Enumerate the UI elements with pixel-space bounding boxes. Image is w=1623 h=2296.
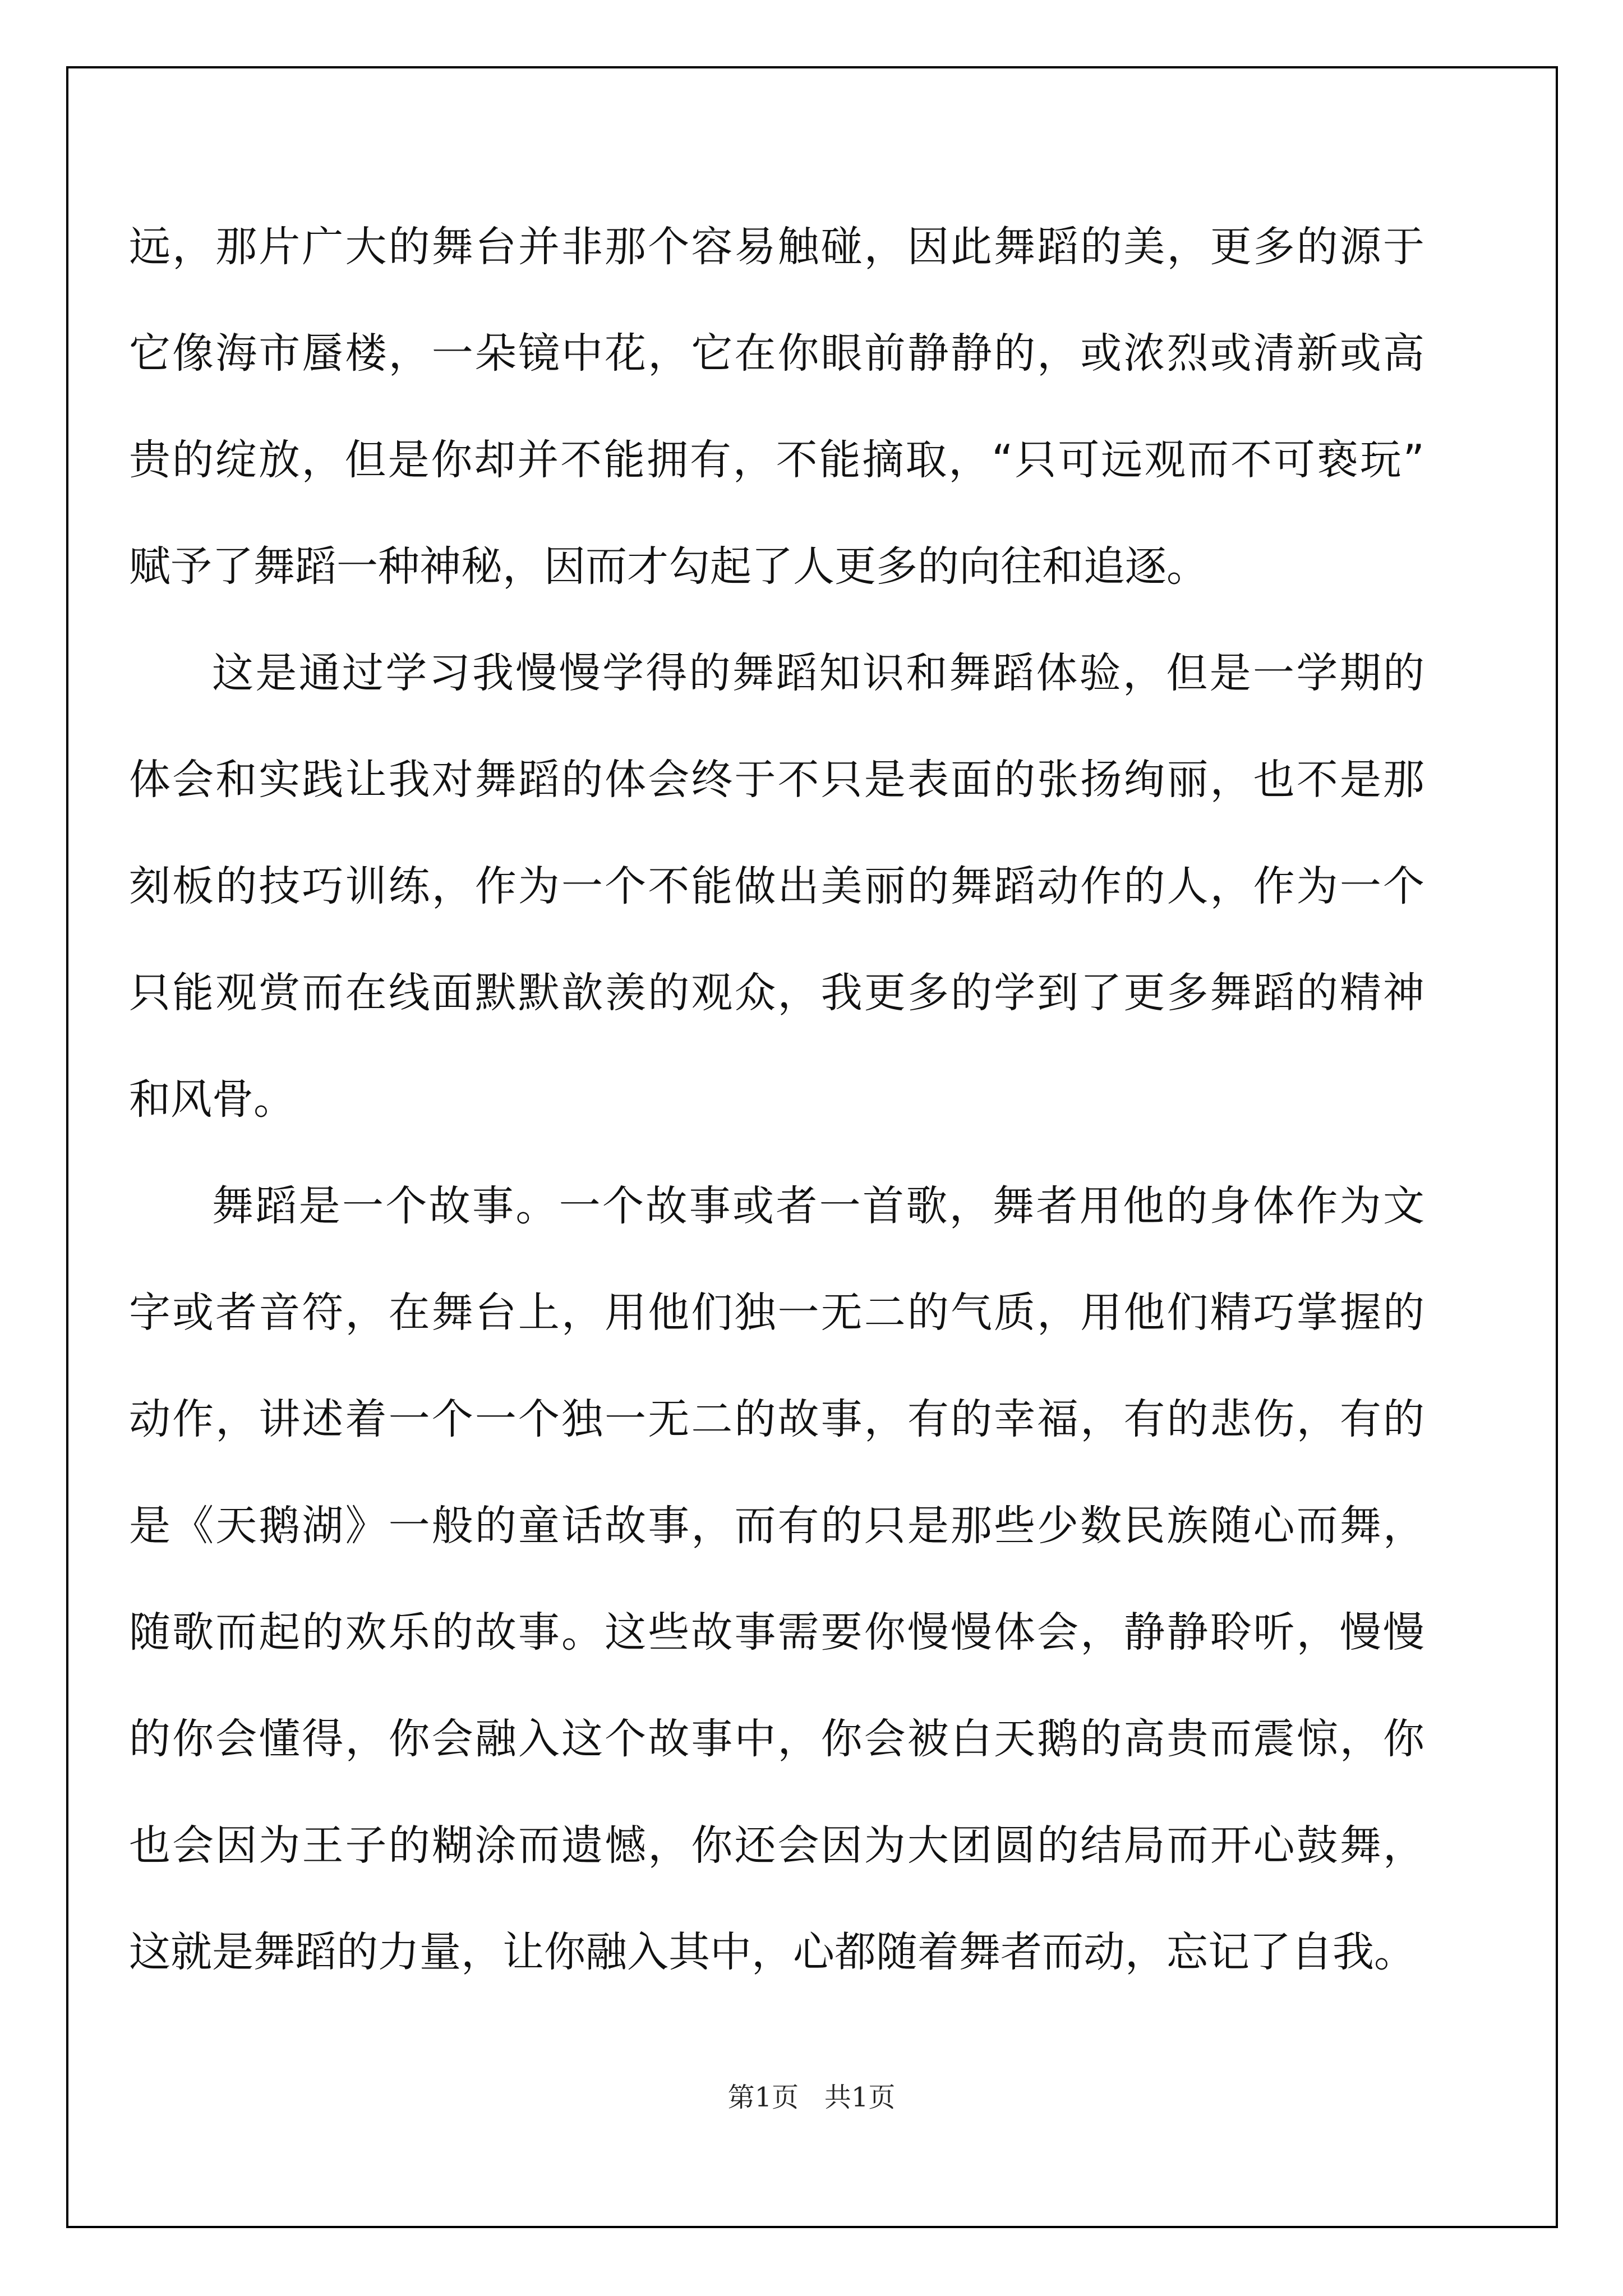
- paragraph-2-line-4: 只能观赏而在线面默默歆羡的观众，我更多的学到了更多舞蹈的精神: [129, 969, 1424, 1017]
- paragraph-1-line-4: 赋予了舞蹈一种神秘，因而才勾起了人更多的向往和追逐。: [129, 542, 1208, 591]
- paragraph-2-line-2: 体会和实践让我对舞蹈的体会终于不只是表面的张扬绚丽，也不是那: [129, 756, 1424, 804]
- paragraph-2-line-1: 这是通过学习我慢慢学得的舞蹈知识和舞蹈体验，但是一学期的: [212, 649, 1424, 697]
- paragraph-1-line-2: 它像海市蜃楼，一朵镜中花，它在你眼前静静的，或浓烈或清新或高: [129, 329, 1424, 378]
- paragraph-3-line-1: 舞蹈是一个故事。一个故事或者一首歌，舞者用他的身体作为文: [212, 1182, 1424, 1230]
- paragraph-2-line-5: 和风骨。: [129, 1075, 295, 1124]
- page-number-footer: 第1页 共1页: [727, 2082, 896, 2113]
- document-body: [129, 194, 1424, 2005]
- paragraph-1-line-3: 贵的绽放，但是你却并不能拥有，不能摘取，“只可远观而不可亵玩”: [129, 436, 1424, 484]
- paragraph-3-line-7: 也会因为王子的糊涂而遗憾，你还会因为大团圆的结局而开心鼓舞，: [129, 1821, 1424, 1870]
- paragraph-3-line-5: 随歌而起的欢乐的故事。这些故事需要你慢慢体会，静静聆听，慢慢: [129, 1608, 1424, 1657]
- paragraph-1-line-1: 远，那片广大的舞台并非那个容易触碰，因此舞蹈的美，更多的源于: [129, 223, 1424, 271]
- paragraph-3-line-8: 这就是舞蹈的力量，让你融入其中，心都随着舞者而动，忘记了自我。: [129, 1928, 1415, 1976]
- paragraph-3-line-3: 动作，讲述着一个一个独一无二的故事，有的幸福，有的悲伤，有的: [129, 1395, 1424, 1443]
- paragraph-3-line-2: 字或者音符，在舞台上，用他们独一无二的气质，用他们精巧掌握的: [129, 1289, 1424, 1337]
- paragraph-2-line-3: 刻板的技巧训练，作为一个不能做出美丽的舞蹈动作的人，作为一个: [129, 862, 1424, 910]
- paragraph-3-line-6: 的你会懂得，你会融入这个故事中，你会被白天鹅的高贵而震惊，你: [129, 1715, 1424, 1763]
- paragraph-3-line-4: 是《天鹅湖》一般的童话故事，而有的只是那些少数民族随心而舞，: [129, 1502, 1424, 1550]
